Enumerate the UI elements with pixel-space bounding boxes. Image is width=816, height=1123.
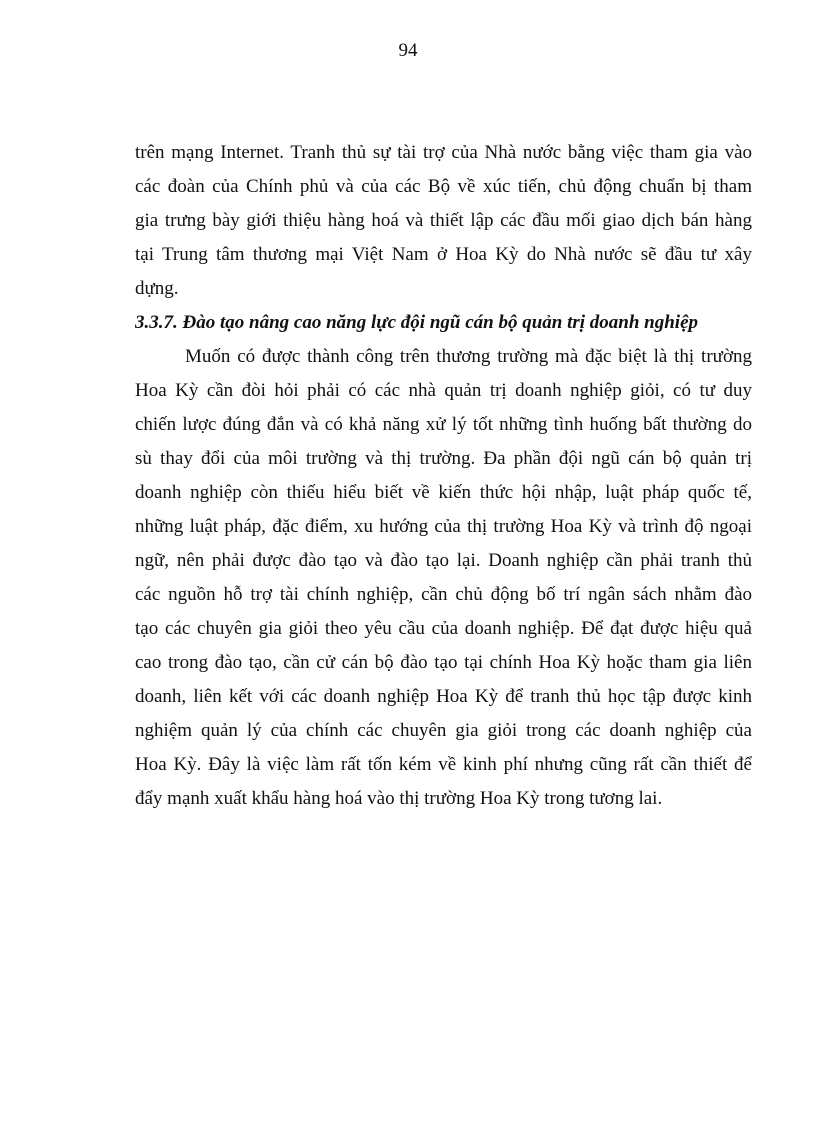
text-line: gia trưng bày giới thiệu hàng hoá và thiết lập các đầu mối giao dịch bán hàng [135, 210, 752, 231]
text-line: đẩy mạnh xuất khẩu hàng hoá vào thị trường Hoa Kỳ trong tương lai. [135, 788, 663, 809]
text-line: những luật pháp, đặc điểm, xu hướng của thị trường Hoa Kỳ và trình độ ngoại [135, 516, 752, 537]
text-line: các đoàn của Chính phủ và của các Bộ về xúc tiến, chủ động chuẩn bị tham [135, 176, 752, 197]
text-line: sù thay đổi của môi trường và thị trường. Đa phần đội ngũ cán bộ quản trị [135, 448, 752, 469]
text-line: tại Trung tâm thương mại Việt Nam ở Hoa Kỳ do Nhà nước sẽ đầu tư xây [135, 244, 752, 265]
text-line: doanh nghiệp còn thiếu hiểu biết về kiến thức hội nhập, luật pháp quốc tế, [135, 482, 752, 503]
text-line: chiến lược đúng đắn và có khả năng xử lý tốt những tình huống bất thường do [135, 414, 752, 435]
text-line: Hoa Kỳ. Đây là việc làm rất tốn kém về kinh phí nhưng cũng rất cần thiết để [135, 754, 752, 775]
text-line: cao trong đào tạo, cần cử cán bộ đào tạo tại chính Hoa Kỳ hoặc tham gia liên [135, 652, 752, 673]
paragraph-management-training [135, 340, 752, 816]
text-line: ngữ, nên phải được đào tạo và đào tạo lại. Doanh nghiệp cần phải tranh thủ [135, 550, 752, 571]
text-line: các nguồn hỗ trợ tài chính nghiệp, cần chủ động bố trí ngân sách nhằm đào [135, 584, 752, 605]
text-line: tạo các chuyên gia giỏi theo yêu cầu của doanh nghiệp. Để đạt được hiệu quả [135, 618, 752, 639]
text-line: nghiệm quản lý của chính các chuyên gia giỏi trong các doanh nghiệp của [135, 720, 752, 741]
text-line: Muốn có được thành công trên thương trường mà đặc biệt là thị trường [185, 346, 752, 367]
section-heading: 3.3.7. Đào tạo nâng cao năng lực đội ngũ cán bộ quản trị doanh nghiệp [135, 312, 699, 333]
text-line: dựng. [135, 278, 179, 299]
document-body [135, 136, 752, 816]
text-line: trên mạng Internet. Tranh thủ sự tài trợ của Nhà nước bằng việc tham gia vào [135, 142, 752, 163]
text-line: Hoa Kỳ cần đòi hỏi phải có các nhà quản trị doanh nghiệp giỏi, có tư duy [135, 380, 752, 401]
page-number: 94 [398, 40, 418, 61]
text-line: doanh, liên kết với các doanh nghiệp Hoa Kỳ để tranh thủ học tập được kinh [135, 686, 752, 707]
paragraph-intro-continuation [135, 136, 752, 306]
